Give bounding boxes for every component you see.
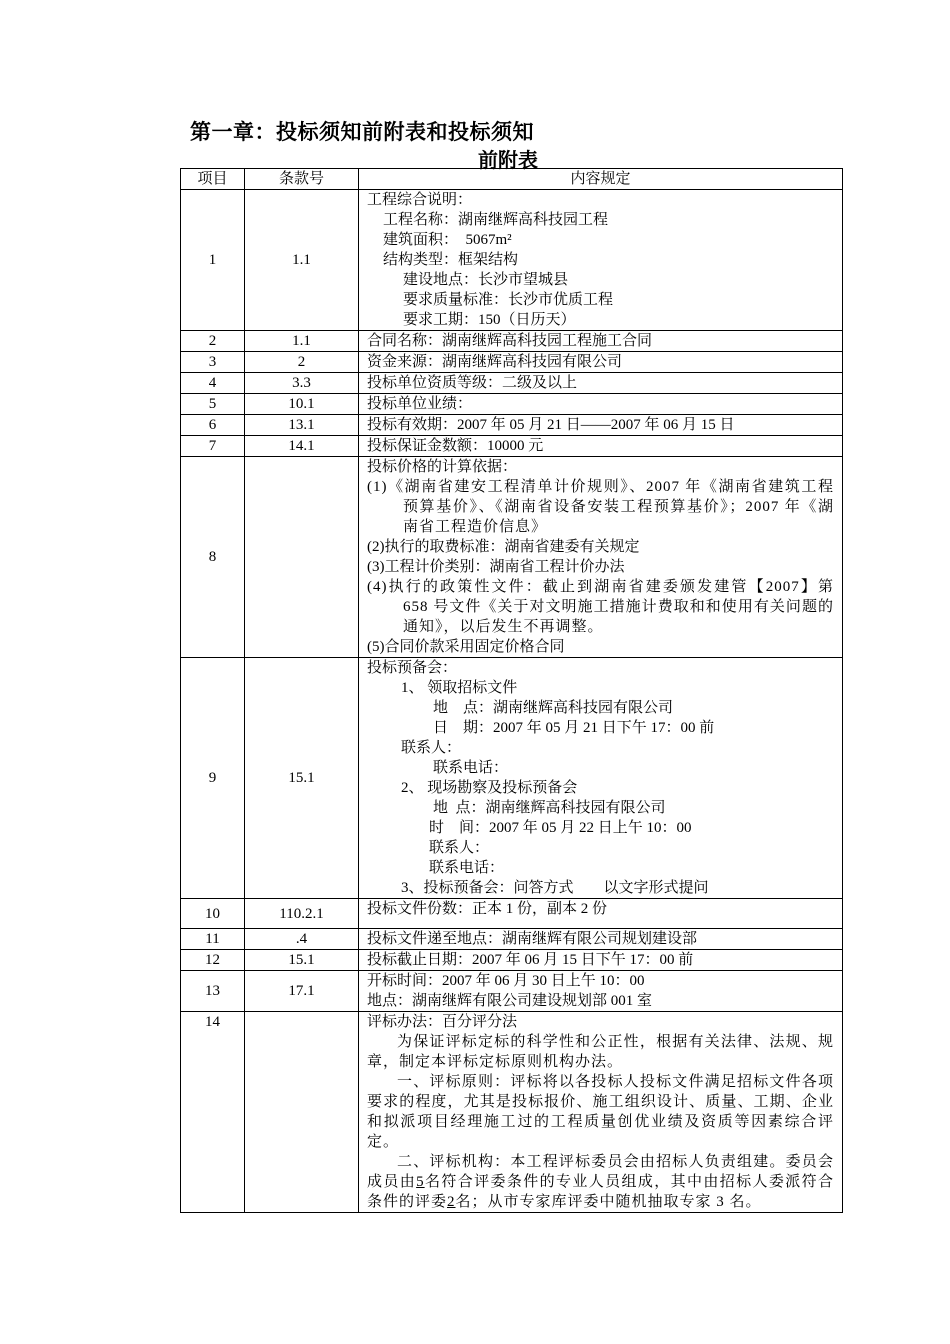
- header-clause: 条款号: [245, 169, 359, 190]
- item-cell: 11: [181, 929, 245, 950]
- table-row: [181, 950, 843, 971]
- table-row: [181, 971, 843, 1012]
- item-cell: 7: [181, 436, 245, 457]
- content-cell: [359, 658, 843, 899]
- content-line: 联系人：: [429, 840, 490, 856]
- clause-cell: [245, 457, 359, 658]
- content-line: 工程综合说明：: [367, 192, 473, 208]
- clause-cell: 14.1: [245, 436, 359, 457]
- content-cell: 投标截止日期：2007 年 06 月 15 日下午 17：00 前: [359, 950, 843, 971]
- table-row: [181, 331, 843, 352]
- content-line: 建设地点：长沙市望城县: [403, 272, 569, 288]
- content-paragraph: 为保证评标定标的科学性和公正性，根据有关法律、法规、规章，制定本评标定标原则机构办法。: [367, 1034, 834, 1070]
- clause-cell: 3.3: [245, 373, 359, 394]
- item-cell: 4: [181, 373, 245, 394]
- clause-cell: 15.1: [245, 950, 359, 971]
- table-row: [181, 415, 843, 436]
- content-line: 3、投标预备会：问答方式 以文字形式提问: [401, 880, 709, 896]
- clause-cell: 110.2.1: [245, 899, 359, 929]
- content-line: 时 间：2007 年 05 月 22 日上午 10：00: [429, 820, 692, 836]
- clause-cell: 1.1: [245, 190, 359, 331]
- content-cell: 资金来源：湖南继辉高科技园有限公司: [359, 352, 843, 373]
- content-cell: 投标保证金数额：10000 元: [359, 436, 843, 457]
- content-line: 投标价格的计算依据：: [367, 459, 518, 475]
- table-row: [181, 373, 843, 394]
- clause-cell: 17.1: [245, 971, 359, 1012]
- content-line: 日 期：2007 年 05 月 21 日下午 17：00 前: [433, 720, 715, 736]
- table-row: [181, 929, 843, 950]
- table-row: [181, 457, 843, 658]
- paragraph-text: 名符合评委条件的专业人员组成，其中由招标人委派符合条件的评委: [367, 1174, 834, 1210]
- content-cell: 投标单位业绩：: [359, 394, 843, 415]
- content-cell: [359, 1012, 843, 1213]
- clause-cell: 10.1: [245, 394, 359, 415]
- clause-cell: 1.1: [245, 331, 359, 352]
- content-line: 联系人：: [401, 740, 462, 756]
- paragraph-text: 名；从市专家库评委中随机抽取专家 3 名。: [455, 1194, 762, 1210]
- content-line: 2、 现场勘察及投标预备会: [401, 780, 578, 796]
- committee-size-value: 5: [416, 1174, 425, 1190]
- table-row: [181, 190, 843, 331]
- table-row: [181, 394, 843, 415]
- item-cell: 9: [181, 658, 245, 899]
- content-line: 地点：湖南继辉有限公司建设规划部 001 室: [367, 993, 653, 1009]
- content-line: 结构类型：框架结构: [383, 252, 519, 268]
- chapter-title: 第一章：投标须知前附表和投标须知: [190, 120, 534, 144]
- item-cell: 5: [181, 394, 245, 415]
- clause-cell: 15.1: [245, 658, 359, 899]
- content-line: 要求质量标准：长沙市优质工程: [403, 292, 614, 308]
- item-cell: 13: [181, 971, 245, 1012]
- content-cell: [359, 457, 843, 658]
- table-header-row: [181, 169, 843, 190]
- owner-judges-value: 2: [447, 1194, 456, 1210]
- content-line: 投标预备会：: [367, 660, 458, 676]
- table-title: 前附表: [478, 150, 538, 172]
- clause-cell: 2: [245, 352, 359, 373]
- content-line: 要求工期：150（日历天）: [403, 312, 576, 328]
- table-row: [181, 436, 843, 457]
- content-cell: [359, 971, 843, 1012]
- clause-cell: .4: [245, 929, 359, 950]
- content-line: (1)《湖南省建安工程清单计价规则》、2007 年《湖南省建筑工程预算基价》、《湖南省设备安装工程预算基价》；2007 年《湖南省工程造价信息》: [367, 479, 834, 535]
- content-line: 联系电话：: [433, 760, 509, 776]
- content-line: (5)合同价款采用固定价格合同: [367, 639, 565, 655]
- content-paragraph: [367, 1152, 834, 1212]
- table-row: [181, 1012, 843, 1213]
- item-cell: 14: [181, 1012, 245, 1213]
- item-cell: 12: [181, 950, 245, 971]
- content-line: (2)执行的取费标准：湖南省建委有关规定: [367, 539, 640, 555]
- appendix-table: [180, 168, 843, 1213]
- content-line: 1、 领取招标文件: [401, 680, 518, 696]
- table-row: [181, 899, 843, 929]
- table-row: [181, 658, 843, 899]
- table-row: [181, 352, 843, 373]
- content-cell: 投标文件递至地点：湖南继辉有限公司规划建设部: [359, 929, 843, 950]
- content-line: (4)执行的政策性文件：截止到湖南省建委颁发建管【2007】第 658 号文件《关于对文明施工措施计费取和和使用有关问题的通知》，以后发生不再调整。: [367, 579, 834, 635]
- content-cell: 投标文件份数：正本 1 份，副本 2 份: [359, 899, 843, 929]
- header-content: 内容规定: [359, 169, 843, 190]
- content-line: 地 点：湖南继辉高科技园有限公司: [433, 800, 666, 816]
- item-cell: 2: [181, 331, 245, 352]
- content-line: 开标时间：2007 年 06 月 30 日上午 10：00: [367, 973, 645, 989]
- header-item: 项目: [181, 169, 245, 190]
- clause-cell: [245, 1012, 359, 1213]
- content-cell: 投标单位资质等级：二级及以上: [359, 373, 843, 394]
- content-line: 评标办法：百分评分法: [367, 1014, 518, 1030]
- content-paragraph: 一、评标原则：评标将以各投标人投标文件满足招标文件各项要求的程度，尤其是投标报价、施工组织设计、质量、工期、企业和拟派项目经理施工过的工程质量创优业绩及资质等因素综合评定。: [367, 1074, 834, 1150]
- item-cell: 10: [181, 899, 245, 929]
- content-cell: [359, 190, 843, 331]
- content-line: 地 点：湖南继辉高科技园有限公司: [433, 700, 674, 716]
- content-line: (3)工程计价类别：湖南省工程计价办法: [367, 559, 625, 575]
- item-cell: 6: [181, 415, 245, 436]
- paragraph-text: 二、评标机构：本工程评标委员会由招标人负责组建。委员会成员由: [367, 1154, 834, 1190]
- item-cell: 3: [181, 352, 245, 373]
- content-cell: 投标有效期：2007 年 05 月 21 日——2007 年 06 月 15 日: [359, 415, 843, 436]
- content-line: 建筑面积： 5067m²: [383, 232, 512, 248]
- item-cell: 1: [181, 190, 245, 331]
- item-cell: 8: [181, 457, 245, 658]
- content-line: 联系电话：: [429, 860, 505, 876]
- content-cell: 合同名称：湖南继辉高科技园工程施工合同: [359, 331, 843, 352]
- content-line: 工程名称：湖南继辉高科技园工程: [383, 212, 609, 228]
- clause-cell: 13.1: [245, 415, 359, 436]
